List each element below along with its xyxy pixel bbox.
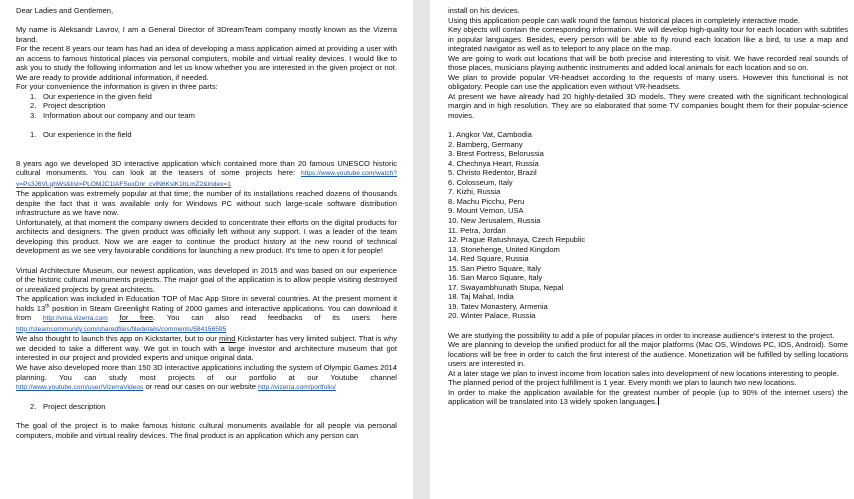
youtube-teaser-link[interactable]: https://www.youtube.com/watch?v=Ps3J6VLqhWs&list=PLOMJC1tAFSuxDnr_cvlN6KslK1hLmZ2&index=1 <box>16 170 397 188</box>
right-closing-paragraph-1: We are studying the possibility to add a pile of popular places in order to increase audience's interest to the project. <box>448 330 835 340</box>
youtube-channel-link[interactable]: http://www.youtube.com/user/VizerraVideos <box>16 384 144 392</box>
greeting: Dear Ladies and Gentlemen, <box>16 6 114 15</box>
section-1-heading: 1. Our experience in the field <box>30 130 132 140</box>
right-paragraph-4: We are going to work out locations that will be both precise and interesting to visit. We have recorded real sounds of those places, musicians playing authentic instruments and added local animals for each location and so on. <box>448 53 848 73</box>
section-2-paragraph-1: The goal of the project is to make famous historic cultural monuments available for all people via personal computers, mobile and virtual reality devices. The final product is an application which any person can <box>16 421 397 440</box>
location-item: 7. Kizhi, Russia <box>448 187 501 197</box>
location-item: 19. Tatev Monastery, Armenia <box>448 301 548 311</box>
location-item: 4. Chechnya Heart, Russia <box>448 158 539 168</box>
section-1-paragraph-6: We have also developed more than 150 3D interactive applications including the system of Olympic Games 2014 planning. You can study most projects of our portfolio at our Youtube channel http://www.youtube.com/user/VizerraVideos or read our cases on our website http://vizerra.com/portfolio/ <box>16 363 397 392</box>
parts-list-item: 1. Our experience in the given field <box>30 91 152 101</box>
location-item: 5. Christo Redentor, Brazil <box>448 168 537 178</box>
location-item: 12. Prague Ratushnaya, Czech Republic <box>448 235 586 245</box>
location-item: 14. Red Square, Russia <box>448 254 529 264</box>
locations-list <box>448 130 848 321</box>
right-closing-paragraph-4: The planned period of the project fulfillment is 1 year. Every month we plan to launch two new locations. <box>448 378 797 388</box>
location-item: 9. Mount Vernon, USA <box>448 206 524 216</box>
location-item: 17. Swayambhunath Stupa, Nepal <box>448 282 564 292</box>
section-1-paragraph-4: The application was included in Education TOP of Mac App Store in several countries. At the present moment it holds 13th position in Steam Greenlight Rating of 2000 games and interactive applications. You can download it from http://vma.vizerra.com for free. You can also read feedbacks of its users here http://steamcommunity.com/sharedfiles/filedetails/comments/584156595 <box>16 294 398 333</box>
location-item: 1. Angkor Vat, Cambodia <box>448 130 532 140</box>
location-item: 20. Winter Palace, Russia <box>448 311 536 321</box>
steam-feedback-link[interactable]: http://steamcommunity.com/sharedfiles/filedetails/comments/584156595 <box>16 325 227 333</box>
parts-list-item: 2. Project description <box>30 101 106 111</box>
location-item: 13. Stonehenge, United Kingdom <box>448 244 560 254</box>
section-1-paragraph-1: 8 years ago we developed 3D interactive application which contained more than 20 famous UNESCO historic cultural monuments. You can look at the teasers of some projects here: https://www.youtube.com/watch?v=Ps3J6VLqhWs&list=PLOMJC1tAFSuxDnr_cvlN6KslK1hLmZ2&index=1 <box>16 158 397 188</box>
document-page-left[interactable] <box>0 0 413 499</box>
location-item: 3. Brest Fortress, Belorussia <box>448 149 544 159</box>
section-1-paragraph-1b: The application was extremely popular at that time; the number of its installations reached dozens of thousands despite the fact that it was available only for Windows PC without such large-scale software distribution infrastructure as we have now. <box>16 189 397 218</box>
section-1-paragraph-5: We also thought to launch this app on Kickstarter, but to our mind Kickstarter has very limited subject. That is why we decided to take a different way. We got in touch with a large investor and architecture museum that got interested in our project and provided experts and unique original data. <box>16 334 397 363</box>
right-closing-paragraph-5[interactable]: In order to make the application available for the greatest number of people (up to 90% of the internet users) the application will be translated into 13 widely spoken languages. <box>448 387 848 407</box>
intro-paragraph-3: For your convenience the information is given in three parts: <box>16 82 218 92</box>
location-item: 18. Taj Mahal, India <box>448 292 514 302</box>
intro-paragraph-1: My name is Aleksandr Lavrov, I am a General Director of 3DreamTeam company mostly known as the Vizerra brand. <box>16 25 397 44</box>
location-item: 8. Machu Picchu, Peru <box>448 196 525 206</box>
location-item: 6. Colosseum, Italy <box>448 177 513 187</box>
location-item: 16. San Marco Square, Italy <box>448 273 543 283</box>
location-item: 15. San Pietro Square, Italy <box>448 263 541 273</box>
document-page-right[interactable] <box>430 0 854 499</box>
right-paragraph-1: install on his devices. <box>448 6 520 15</box>
portfolio-link[interactable]: http://vizerra.com/portfolio/ <box>258 384 336 392</box>
section-2-heading: 2. Project description <box>30 402 106 412</box>
right-closing-paragraph-3: At a later stage we plan to invest income from location sales into development of new locations interesting to people. <box>448 368 839 378</box>
location-item: 10. New Jerusalem, Russia <box>448 215 541 225</box>
vma-download-link[interactable]: http://vma.vizerra.com <box>42 315 108 323</box>
text-cursor <box>658 397 659 405</box>
right-paragraph-2: Using this application people can walk round the famous historical places in completely interactive mode. <box>448 15 801 25</box>
location-item: 11. Petra, Jordan <box>448 225 506 235</box>
right-closing-paragraph-2: We are planning to develop the unified product for all the major platforms (Mac OS, Windows PC, IOS, Android). Some locations will be free in order to catch the first interest of the audience. Monetization will be fulfilled by selling locations users are interested in. <box>448 340 848 369</box>
section-1-paragraph-2: Unfortunately, at that moment the company owners decided to concentrate their efforts on the digital products for architects and designers. The given product was officially left without any support. I was a leader of the team developing this product. Now we are eager to continue the product history at the new round of technical development as we see very favourable conditions for launching a new product. It's time to open it for people! <box>16 217 397 256</box>
right-paragraph-3: Key objects will contain the corresponding information. We will develop high-quality tour for each location with subtitles in popular languages. Besides, every person will be able to fly round each location like a bird, to use a map and integrated navigator as well as to teleport to any place on the map. <box>448 25 848 54</box>
location-item: 2. Bamberg, Germany <box>448 139 523 149</box>
parts-list-item: 3. Information about our company and our team <box>30 110 195 120</box>
section-1-paragraph-3: Virtual Architecture Museum, our newest application, was developed in 2015 and was based on our experience of the historic cultural monuments projects. The major goal of the application is to allow people visiting destroyed or unrealized projects by great architects. <box>16 265 397 294</box>
intro-paragraph-2: For the recent 8 years our team has had an idea of developing a mass application aimed at providing a user with an access to famous historical places via personal computers, mobile and virtual reality devices. I would like to ask you to study the following information and let us know whether you are interested in the given project or not. We are ready to provide additional information, if needed. <box>16 44 397 82</box>
right-paragraph-6: At present we have already had 20 highly-detailed 3D models. They were created with the significant technological margin and in high resolution. They are so elaborated that some TV companies bought them for their popular-science movies. <box>448 91 848 121</box>
right-paragraph-5: We plan to provide popular VR-headset according to the requests of many users. However this functional is not obligatory. People can use the application even without VR-headsets. <box>448 72 848 92</box>
